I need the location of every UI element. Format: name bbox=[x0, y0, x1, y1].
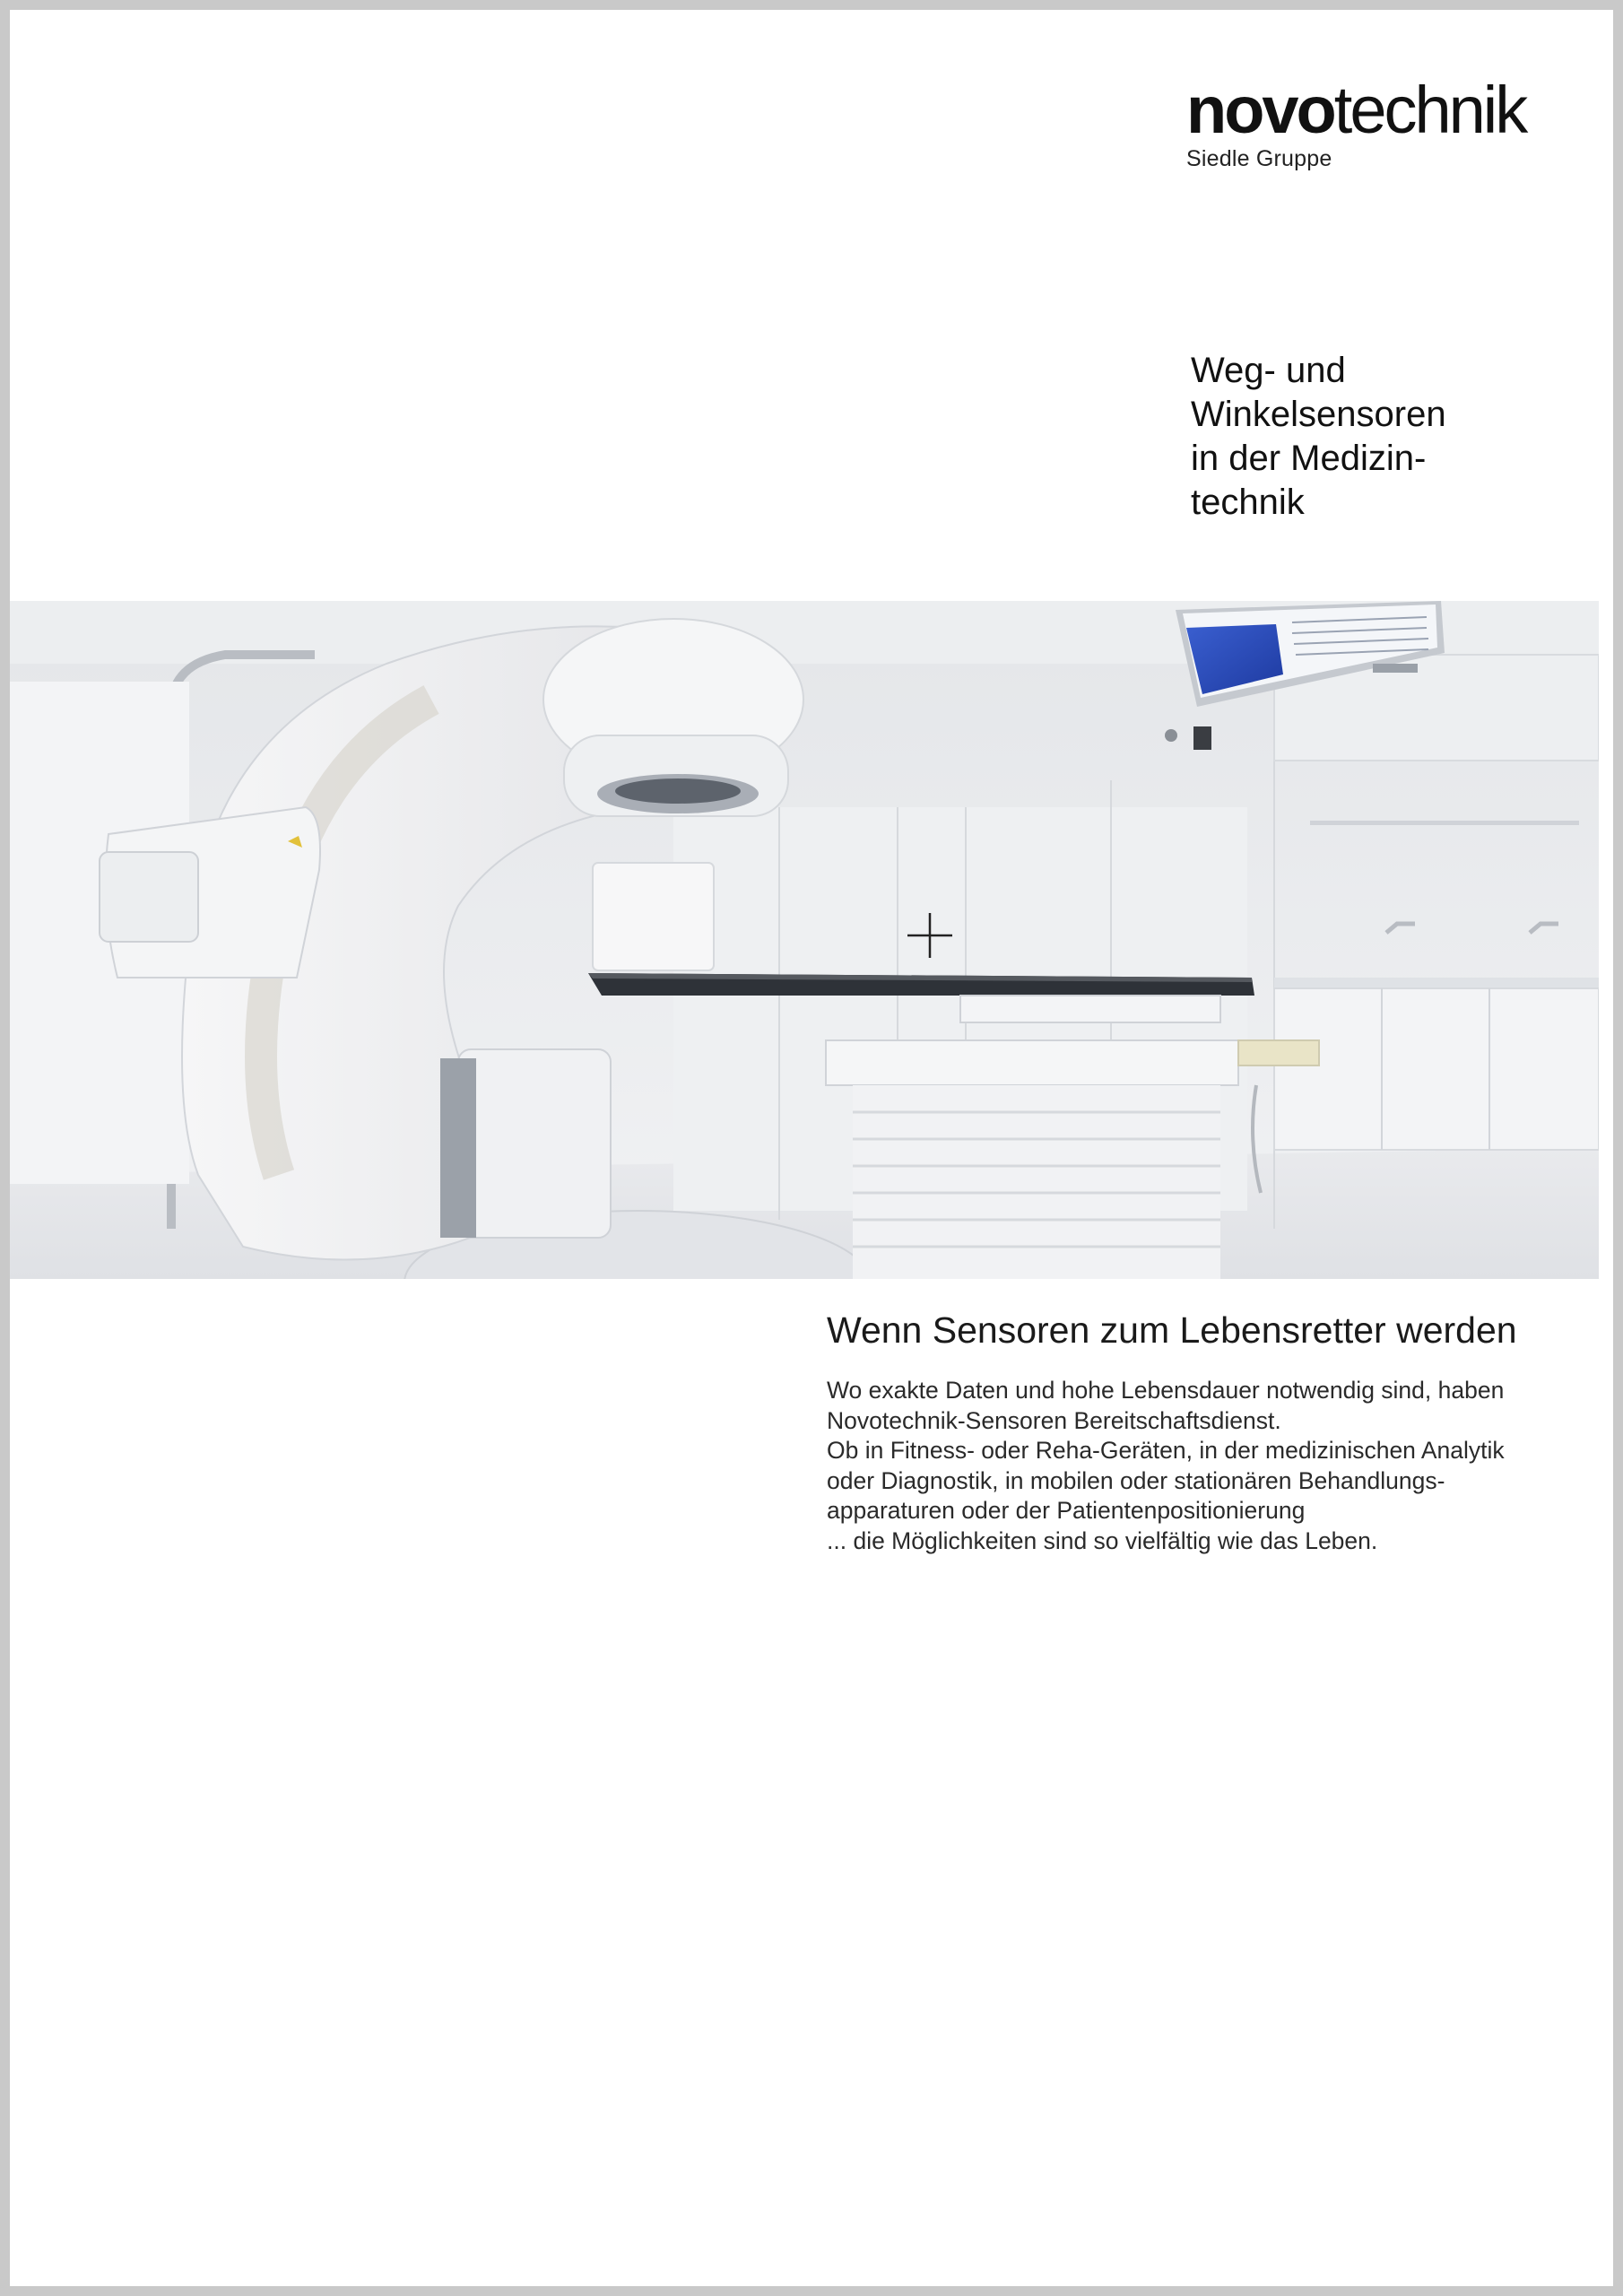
logo-bold-part: novo bbox=[1186, 73, 1334, 147]
page-title bbox=[1191, 349, 1567, 525]
body-line: oder Diagnostik, in mobilen oder stationären Behandlungs- bbox=[827, 1466, 1445, 1494]
title-line: in der Medizin- bbox=[1191, 439, 1427, 478]
title-line: Winkelsensoren bbox=[1191, 395, 1446, 434]
logo-wordmark bbox=[1186, 73, 1563, 147]
body-line: ... die Möglichkeiten sind so vielfältig wie das Leben. bbox=[827, 1526, 1378, 1554]
linac-room-illustration bbox=[10, 601, 1599, 1279]
section-headline: Wenn Sensoren zum Lebensretter werden bbox=[827, 1309, 1517, 1351]
logo-subline: Siedle Gruppe bbox=[1186, 146, 1332, 171]
logo-light-part: technik bbox=[1333, 73, 1526, 147]
novotechnik-logo bbox=[1186, 73, 1563, 172]
body-line: Ob in Fitness- oder Reha-Geräten, in der medizinischen Analytik bbox=[827, 1437, 1505, 1464]
body-line: apparaturen oder der Patientenpositionierung bbox=[827, 1497, 1306, 1524]
brochure-page bbox=[10, 10, 1613, 2286]
body-line: Wo exakte Daten und hohe Lebensdauer notwendig sind, haben bbox=[827, 1377, 1505, 1404]
title-line: Weg- und bbox=[1191, 351, 1346, 390]
section-body bbox=[827, 1376, 1598, 1556]
title-line: technik bbox=[1191, 483, 1305, 522]
body-line: Novotechnik-Sensoren Bereitschaftsdienst. bbox=[827, 1406, 1281, 1434]
hero-photo bbox=[10, 601, 1599, 1279]
